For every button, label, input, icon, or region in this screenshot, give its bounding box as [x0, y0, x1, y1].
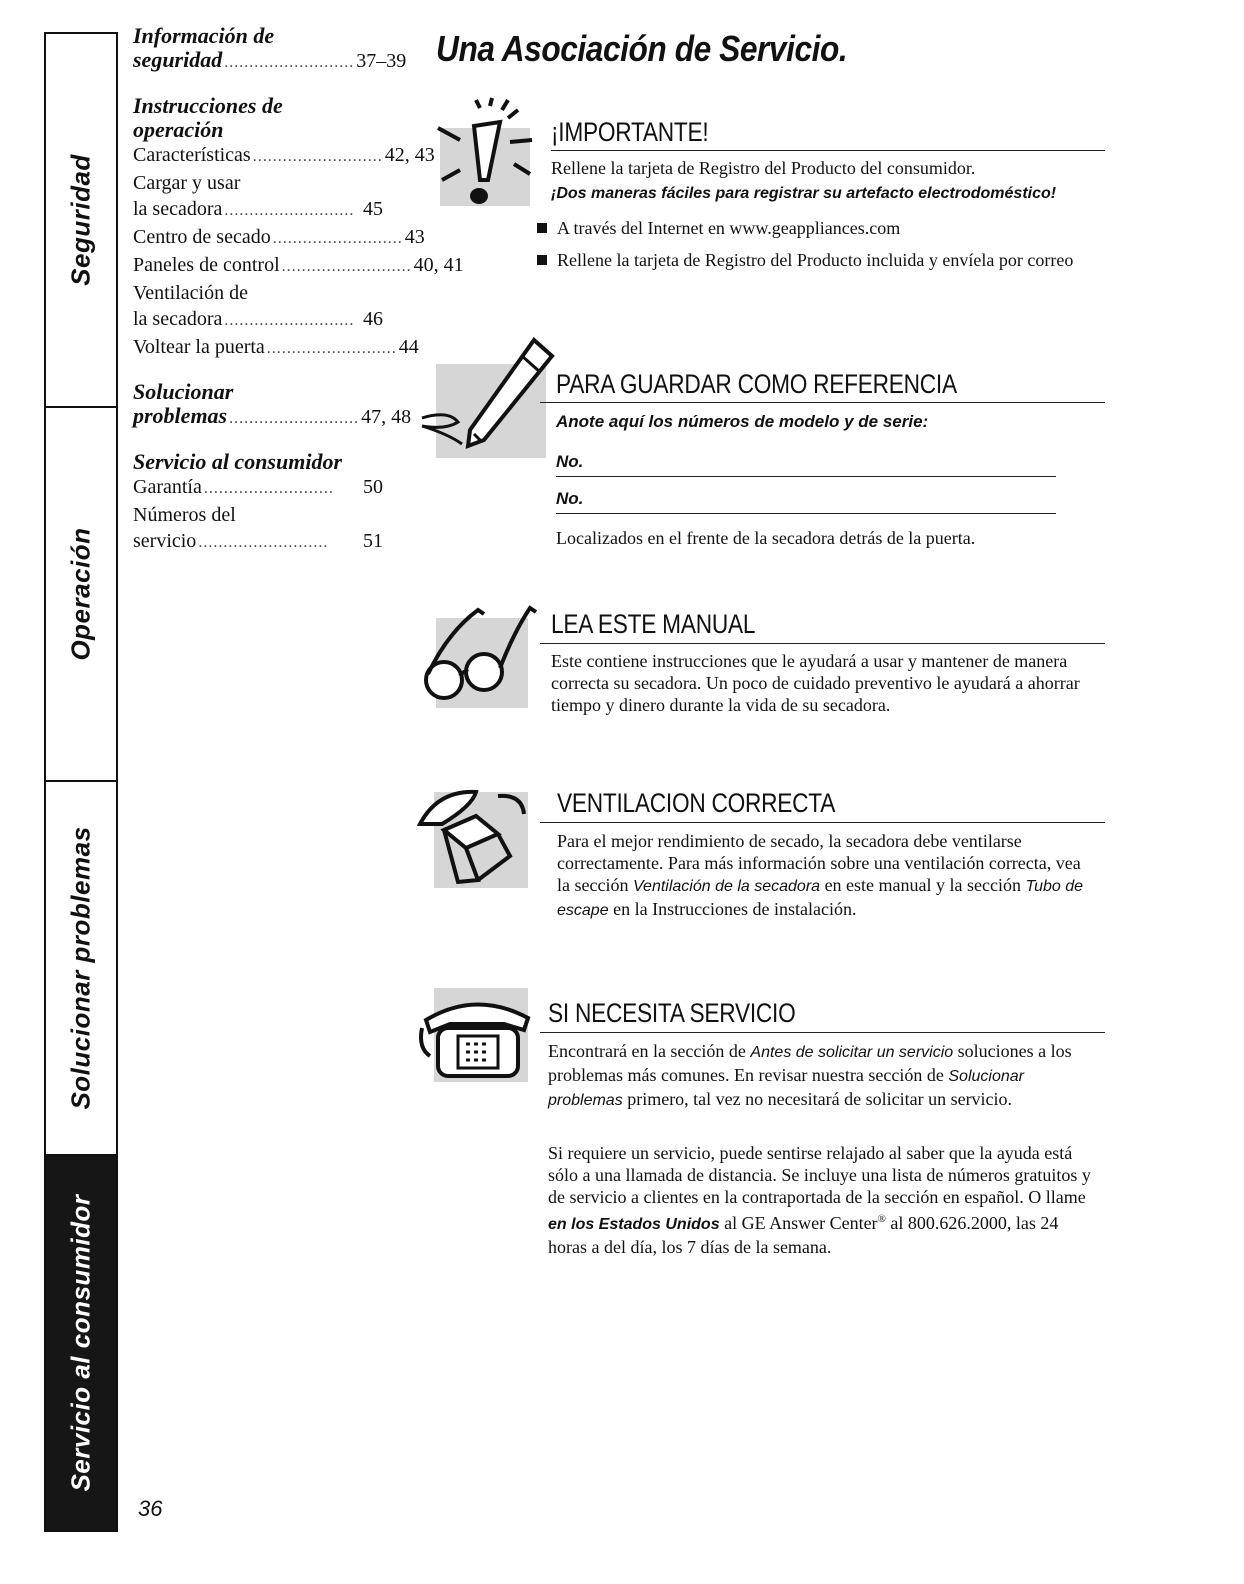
- section-heading-ventilacion: VENTILACION CORRECTA: [557, 788, 836, 818]
- toc-section-title: Información de: [133, 23, 275, 48]
- toc-section-title: operación: [133, 117, 224, 142]
- servicio-p1: Encontrará en la sección de Antes de solicitar un servicio soluciones a los problemas más comunes. En revisar nuestra sección de Solucionar problemas primero, tal vez no necesitará de solicitar un servicio.: [548, 1041, 1072, 1109]
- importante-body: [551, 157, 1111, 271]
- servicio-p2: Si requiere un servicio, puede sentirse relajado al saber que la ayuda está sólo a una llamada de distancia. Se incluye una lista de números gratuitos y de servicio a clientes en la contraportada de la sección en español. O llame en los Estados Unidos al GE Answer Center® al 800.626.2000, las 24 horas a del día, los 7 días de la semana.: [548, 1143, 1091, 1257]
- exclamation-icon: [430, 98, 550, 208]
- toc-entry[interactable]: la secadora .......................... 46: [133, 308, 383, 330]
- importante-subhead: ¡Dos maneras fáciles para registrar su artefacto electrodoméstico!: [551, 185, 1057, 202]
- toc-entry-seguridad[interactable]: seguridad .......................... 37–39: [133, 47, 407, 72]
- toc-entry-line: Cargar y usar: [133, 172, 241, 194]
- page-title: Una Asociación de Servicio.: [436, 28, 848, 69]
- ventilacion-text: Para el mejor rendimiento de secado, la secadora debe ventilarse correctamente. Para más información sobre una ventilación correcta, vea la sección Ventilación de la secadora en este manual y la sección Tubo de escape en la Instrucciones de instalación.: [557, 831, 1084, 919]
- tab-servicio-label: Servicio al consumidor: [65, 1194, 96, 1492]
- dryer-vent-icon: [414, 784, 544, 894]
- page-number: 36: [138, 1496, 163, 1521]
- referencia-note: Localizados en el frente de la secadora detrás de la puerta.: [556, 528, 976, 548]
- toc-entry[interactable]: Características .......................... 42, 43: [133, 144, 435, 166]
- list-item: Rellene la tarjeta de Registro del Producto incluida y envíela por correo: [537, 249, 1111, 271]
- section-heading-importante: ¡IMPORTANTE!: [551, 117, 709, 147]
- section-rule: [540, 402, 1105, 403]
- toc-entry[interactable]: Centro de secado .......................... 43: [133, 226, 425, 248]
- glasses-icon: [418, 602, 538, 712]
- section-rule: [540, 822, 1105, 823]
- importante-text: Rellene la tarjeta de Registro del Producto del consumidor.: [551, 158, 976, 178]
- tab-servicio-consumidor[interactable]: [44, 1154, 118, 1532]
- toc-entry[interactable]: la secadora .......................... 45: [133, 198, 383, 220]
- section-heading-manual: LEA ESTE MANUAL: [551, 609, 756, 639]
- section-rule: [540, 643, 1105, 644]
- serial-number-field[interactable]: [556, 513, 1056, 514]
- tab-seguridad[interactable]: [44, 32, 118, 408]
- serial-number-label: No.: [556, 489, 584, 508]
- pencil-icon: [418, 334, 568, 464]
- toc-entry-line: Ventilación de: [133, 282, 248, 304]
- tab-solucionar-label: Solucionar problemas: [65, 826, 96, 1110]
- manual-text: Este contiene instrucciones que le ayudará a usar y mantener de manera correcta su secadora. Un poco de cuidado preventivo le ayudará a ahorrar tiempo y dinero durante la vida de su secadora.: [551, 651, 1080, 715]
- toc-entry[interactable]: Voltear la puerta .......................... 44: [133, 336, 419, 358]
- tab-solucionar-problemas[interactable]: [44, 780, 118, 1156]
- toc-entry[interactable]: Garantía .......................... 50: [133, 476, 383, 498]
- section-rule: [551, 150, 1105, 151]
- toc-entry[interactable]: servicio .......................... 51: [133, 530, 383, 552]
- tab-operacion-label: Operación: [65, 527, 96, 661]
- tab-seguridad-label: Seguridad: [65, 154, 96, 286]
- section-heading-servicio: SI NECESITA SERVICIO: [548, 998, 796, 1028]
- referencia-subhead: Anote aquí los números de modelo y de serie:: [556, 412, 929, 431]
- table-of-contents: [133, 23, 464, 556]
- toc-section-title: Servicio al consumidor: [133, 449, 343, 474]
- section-heading-referencia: PARA GUARDAR COMO REFERENCIA: [556, 369, 957, 399]
- section-rule: [540, 1032, 1105, 1033]
- model-number-field[interactable]: [556, 476, 1056, 477]
- toc-entry[interactable]: Paneles de control .......................... 40, 41: [133, 254, 464, 276]
- telephone-icon: [416, 984, 536, 1084]
- toc-entry-solucionar[interactable]: problemas .......................... 47, 48: [133, 403, 412, 428]
- toc-section-title: Instrucciones de: [133, 93, 283, 118]
- toc-section-title: Solucionar: [133, 379, 234, 404]
- model-number-label: No.: [556, 452, 584, 471]
- toc-entry-line: Números del: [133, 504, 236, 526]
- tab-operacion[interactable]: [44, 406, 118, 782]
- list-item: A través del Internet en www.geappliances.com: [537, 217, 1111, 239]
